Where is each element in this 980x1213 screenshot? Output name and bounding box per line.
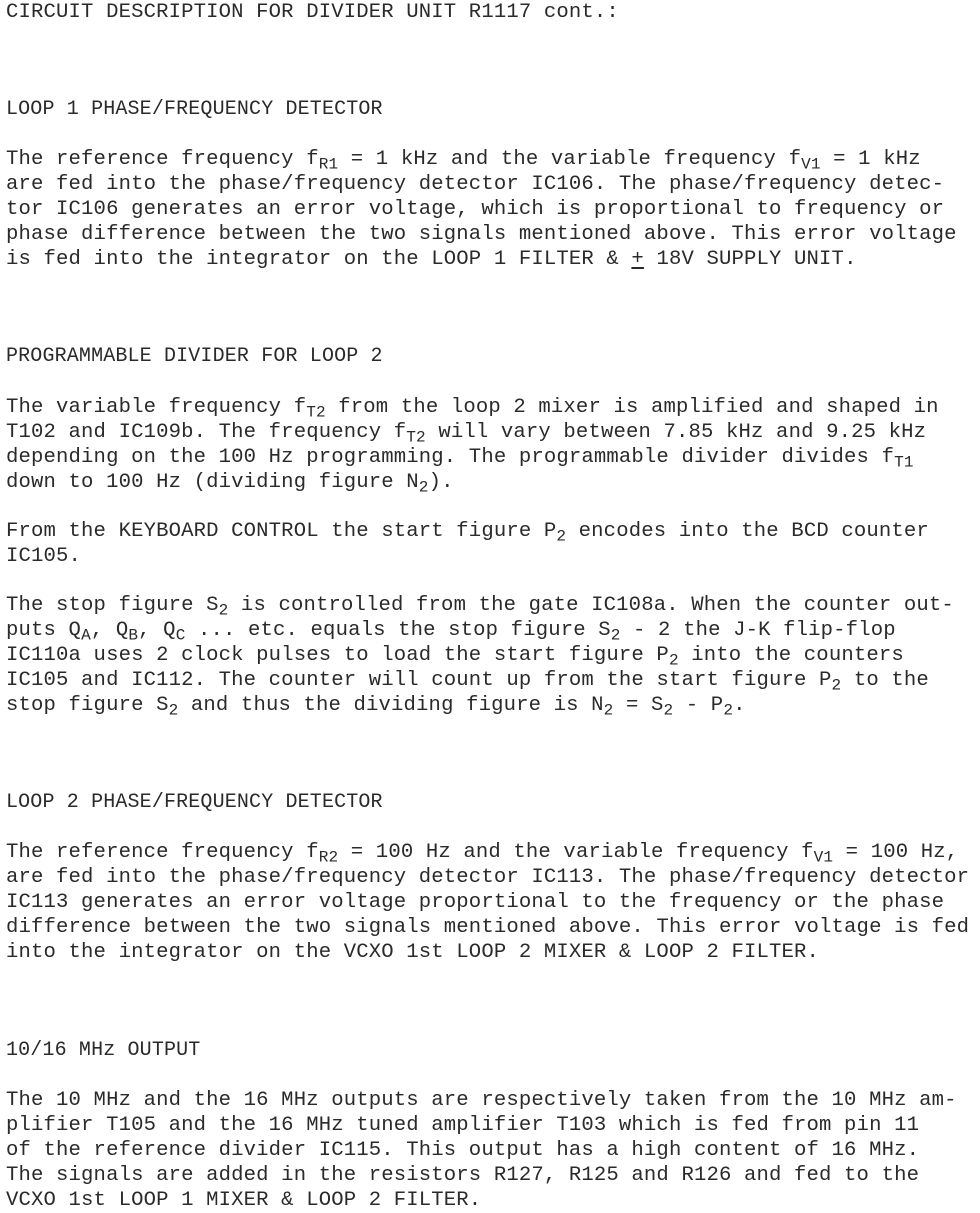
text-line: is fed into the integrator on the LOOP 1 FILTER & + 18V SUPPLY UNIT. <box>6 248 857 271</box>
text-line: down to 100 Hz (dividing figure $N_2$). <box>6 471 454 497</box>
section-paragraph <box>6 593 954 718</box>
page-title: CIRCUIT DESCRIPTION FOR DIVIDER UNIT R1117 cont.: <box>6 1 619 24</box>
section-paragraph <box>6 147 957 272</box>
text-line: The stop figure $S_2$ is controlled from the gate IC108a. When the counter out- <box>6 594 954 620</box>
text-line: of the reference divider IC115. This output has a high content of 16 MHz. <box>6 1139 920 1162</box>
text-line: are fed into the phase/frequency detector IC106. The phase/frequency detec- <box>6 173 945 196</box>
section-heading-loop1-detector: LOOP 1 PHASE/FREQUENCY DETECTOR <box>6 98 383 121</box>
text-line: VCXO 1st LOOP 1 MIXER & LOOP 2 FILTER. <box>6 1189 482 1212</box>
text-line: The 10 MHz and the 16 MHz outputs are respectively taken from the 10 MHz am- <box>6 1089 957 1112</box>
text-line: The reference frequency $f_{R2} = 100$ Hz and the variable frequency $f_{V1} = 100$ Hz, <box>6 841 959 867</box>
text-line: IC105 and IC112. The counter will count up from the start figure $P_2$ to the <box>6 669 929 695</box>
text-line: depending on the 100 Hz programming. The programmable divider divides $f_{T1}$ <box>6 446 914 472</box>
text-line: IC105. <box>6 545 82 568</box>
section-heading-output: 10/16 MHz OUTPUT <box>6 1039 201 1062</box>
text-line: are fed into the phase/frequency detector IC113. The phase/frequency detector <box>6 866 970 889</box>
text-line: difference between the two signals mentioned above. This error voltage is fed <box>6 916 970 939</box>
text-line: T102 and IC109b. The frequency $f_{T2}$ will vary between 7.85 kHz and 9.25 kHz <box>6 421 927 447</box>
text-line: The variable frequency $f_{T2}$ from the loop 2 mixer is amplified and shaped in <box>6 396 939 422</box>
section-heading-programmable-divider: PROGRAMMABLE DIVIDER FOR LOOP 2 <box>6 345 383 368</box>
text-line: tor IC106 generates an error voltage, which is proportional to frequency or <box>6 198 945 221</box>
section-paragraph <box>6 840 969 965</box>
text-line: puts $Q_A$, $Q_B$, $Q_C$ ... etc. equals the stop figure $S_2 - 2$ the J-K flip-flop <box>6 619 896 645</box>
text-line: From the KEYBOARD CONTROL the start figure $P_2$ encodes into the BCD counter <box>6 520 929 546</box>
text-line: phase difference between the two signals mentioned above. This error voltage <box>6 223 957 246</box>
section-paragraph <box>6 1088 957 1213</box>
text-line: stop figure $S_2$ and thus the dividing figure is $N_2 = S_2 - P_2$. <box>6 694 746 720</box>
section-heading-loop2-detector: LOOP 2 PHASE/FREQUENCY DETECTOR <box>6 791 383 814</box>
text-line: The reference frequency $f_{R1} = 1$ kHz and the variable frequency $f_{V1} = 1$ kHz <box>6 148 921 174</box>
text-line: The signals are added in the resistors R127, R125 and R126 and fed to the <box>6 1164 920 1187</box>
text-line: IC113 generates an error voltage proportional to the frequency or the phase <box>6 891 945 914</box>
text-line: plifier T105 and the 16 MHz tuned amplifier T103 which is fed from pin 11 <box>6 1114 920 1137</box>
text-line: into the integrator on the VCXO 1st LOOP 2 MIXER & LOOP 2 FILTER. <box>6 941 820 964</box>
section-paragraph <box>6 519 929 569</box>
text-line: IC110a uses 2 clock pulses to load the start figure $P_2$ into the counters <box>6 644 904 670</box>
section-paragraph <box>6 395 939 495</box>
